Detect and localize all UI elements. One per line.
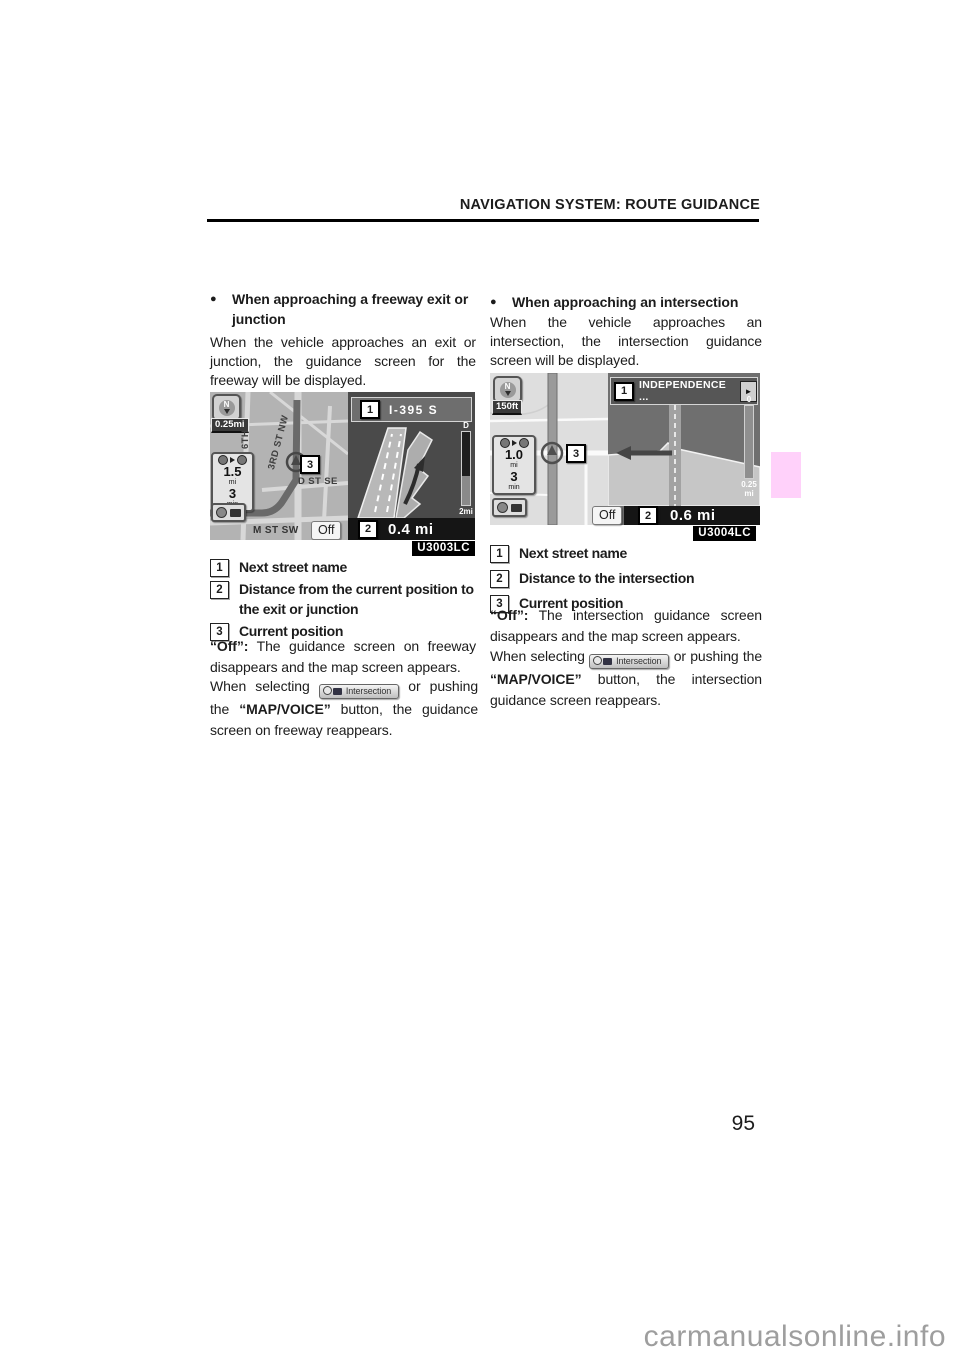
item-number-box: 2: [490, 570, 509, 588]
note-text: button, the intersection guidance screen reappears.: [490, 671, 762, 708]
time-unit: min: [508, 484, 520, 491]
map-panel: [210, 392, 348, 540]
intersection-button-label: Intersection: [616, 656, 662, 666]
compass-north-label: N: [504, 382, 511, 391]
time-remaining: 3: [228, 486, 237, 501]
distance-bar: [624, 506, 760, 525]
callout-3-marker: 3: [300, 455, 320, 474]
off-description: The intersection guidance screen disappears and the map screen appears.: [490, 607, 762, 644]
display-icon: [603, 658, 612, 665]
note-text: or pushing the: [210, 678, 479, 717]
scale-top-label: D: [463, 421, 469, 430]
street-label: D ST SE: [298, 476, 338, 487]
intersection-intro-paragraph: When the vehicle approaches an intersection, the intersection guidance screen will be displayed.: [490, 314, 762, 368]
note-text: When selecting: [490, 648, 590, 664]
callout-2-marker: 2: [358, 520, 378, 539]
freeway-callout-list: [210, 557, 478, 643]
list-item: 3 Current position: [490, 593, 762, 613]
play-icon: [512, 440, 517, 446]
scale-bar: [744, 405, 754, 479]
display-icon: [333, 688, 342, 695]
freeway-guidance-screenshot: [210, 392, 475, 554]
item-number-box: 3: [210, 623, 229, 641]
next-street-bar: [351, 397, 472, 422]
map-voice-button-name: “MAP/VOICE”: [239, 701, 331, 717]
scale-bar: [461, 431, 471, 506]
list-item: 2 Distance to the intersection: [490, 568, 762, 588]
list-item: 1 Next street name: [490, 543, 762, 563]
intersection-button: [319, 684, 399, 699]
watermark: carmanualsonline.info: [643, 1320, 946, 1353]
compass-icon: [493, 376, 522, 403]
off-term: “Off”:: [490, 607, 529, 623]
play-icon: [230, 457, 235, 463]
camera-icon: [323, 686, 332, 695]
list-item: 2 Distance from the current position to the exit or junction: [210, 579, 478, 619]
item-number-box: 1: [210, 559, 229, 577]
item-number-box: 3: [490, 595, 509, 613]
next-street-name: I-395 S: [389, 402, 439, 417]
intersection-button: [589, 654, 669, 669]
header-rule: [207, 219, 759, 222]
callout-1-marker: 1: [614, 382, 634, 401]
page-header-title: NAVIGATION SYSTEM: ROUTE GUIDANCE: [459, 197, 760, 213]
intersection-reselect-note: [490, 646, 762, 711]
callout-2-marker: 2: [638, 506, 658, 525]
map-option-icons: [211, 503, 246, 522]
street-label: M ST SW: [253, 525, 299, 536]
intersection-guidance-screenshot: [490, 373, 760, 539]
intersection-guide-panel: [608, 373, 760, 525]
distance-to-exit: 0.4 mi: [388, 520, 434, 538]
next-street-name: INDEPENDENCE ...: [639, 379, 727, 403]
audio-icon: [216, 507, 227, 518]
scale-bottom-label: 0.25: [741, 480, 757, 489]
intersection-button-label: Intersection: [345, 686, 392, 696]
freeway-lanes-art: [348, 422, 458, 518]
freeway-reselect-note: [210, 676, 478, 741]
distance-remaining: 1.0: [504, 447, 524, 462]
callout-1-marker: 1: [360, 400, 380, 419]
map-option-icons: [492, 498, 527, 517]
distance-to-intersection: 0.6 mi: [670, 507, 716, 524]
freeway-guide-panel: [348, 392, 475, 540]
guide-scale-bar: [458, 421, 474, 516]
intersection-section-heading: [490, 292, 762, 312]
screen-icon: [511, 504, 522, 512]
time-remaining: 3: [510, 469, 518, 484]
guide-scale-bar: [741, 395, 757, 498]
freeway-intro-paragraph: When the vehicle approaches an exit or junction, the guidance screen for the freeway will be displayed.: [210, 334, 476, 388]
intersection-off-note: [490, 605, 762, 647]
page-number: 95: [731, 1112, 755, 1135]
distance-unit: mi: [510, 462, 518, 469]
compass-needle-icon: [224, 409, 230, 414]
street-label: 6TH: [240, 429, 251, 449]
figure-code: U3004LC: [693, 526, 756, 541]
freeway-section-heading: [210, 289, 476, 329]
scale-top-label: 0: [746, 395, 752, 404]
list-item: 3 Current position: [210, 621, 478, 641]
off-button: Off: [311, 521, 341, 540]
heading-text: When approaching an intersection: [512, 294, 739, 310]
callout-3-marker: 3: [566, 444, 586, 463]
off-description: The guidance screen on freeway disappears and the map screen appears.: [210, 638, 476, 675]
bullet-icon: ●: [490, 296, 497, 308]
freeway-off-note: [210, 636, 476, 678]
note-text: button, the guidance screen on freeway reappears.: [210, 701, 479, 738]
distance-bar: [348, 518, 475, 540]
map-voice-button-name: “MAP/VOICE”: [490, 671, 582, 687]
compass-icon: [212, 394, 241, 421]
item-number-box: 2: [210, 581, 229, 599]
distance-unit: mi: [228, 479, 237, 486]
map-panel: [490, 373, 608, 525]
bullet-icon: ●: [210, 293, 217, 305]
list-item: 1 Next street name: [210, 557, 478, 577]
map-scale-label: 150ft: [492, 400, 522, 415]
audio-icon: [497, 502, 508, 513]
heading-text: When approaching a freeway exit or junction: [232, 291, 469, 327]
distance-remaining: 1.5: [223, 464, 242, 479]
scale-bottom-unit: mi: [744, 489, 754, 498]
map-scale-label: 0.25mi: [211, 418, 249, 433]
screen-icon: [230, 509, 241, 517]
next-street-bar: [610, 377, 758, 405]
note-text: or pushing the: [669, 648, 763, 664]
figure-code: U3003LC: [412, 541, 475, 556]
intersection-view-art: [608, 405, 760, 506]
camera-icon: [593, 656, 602, 665]
scale-bottom-label: 2mi: [459, 507, 473, 516]
item-number-box: 1: [490, 545, 509, 563]
compass-north-label: N: [223, 400, 230, 409]
pink-highlight-rectangle: [771, 452, 801, 498]
compass-needle-icon: [505, 391, 511, 396]
scroll-arrow-button: ►: [740, 381, 757, 402]
off-button: Off: [592, 506, 622, 525]
route-info-box: [492, 435, 536, 495]
note-text: When selecting: [210, 678, 319, 694]
off-term: “Off”:: [210, 638, 249, 654]
street-label: 3RD ST NW: [266, 414, 292, 471]
